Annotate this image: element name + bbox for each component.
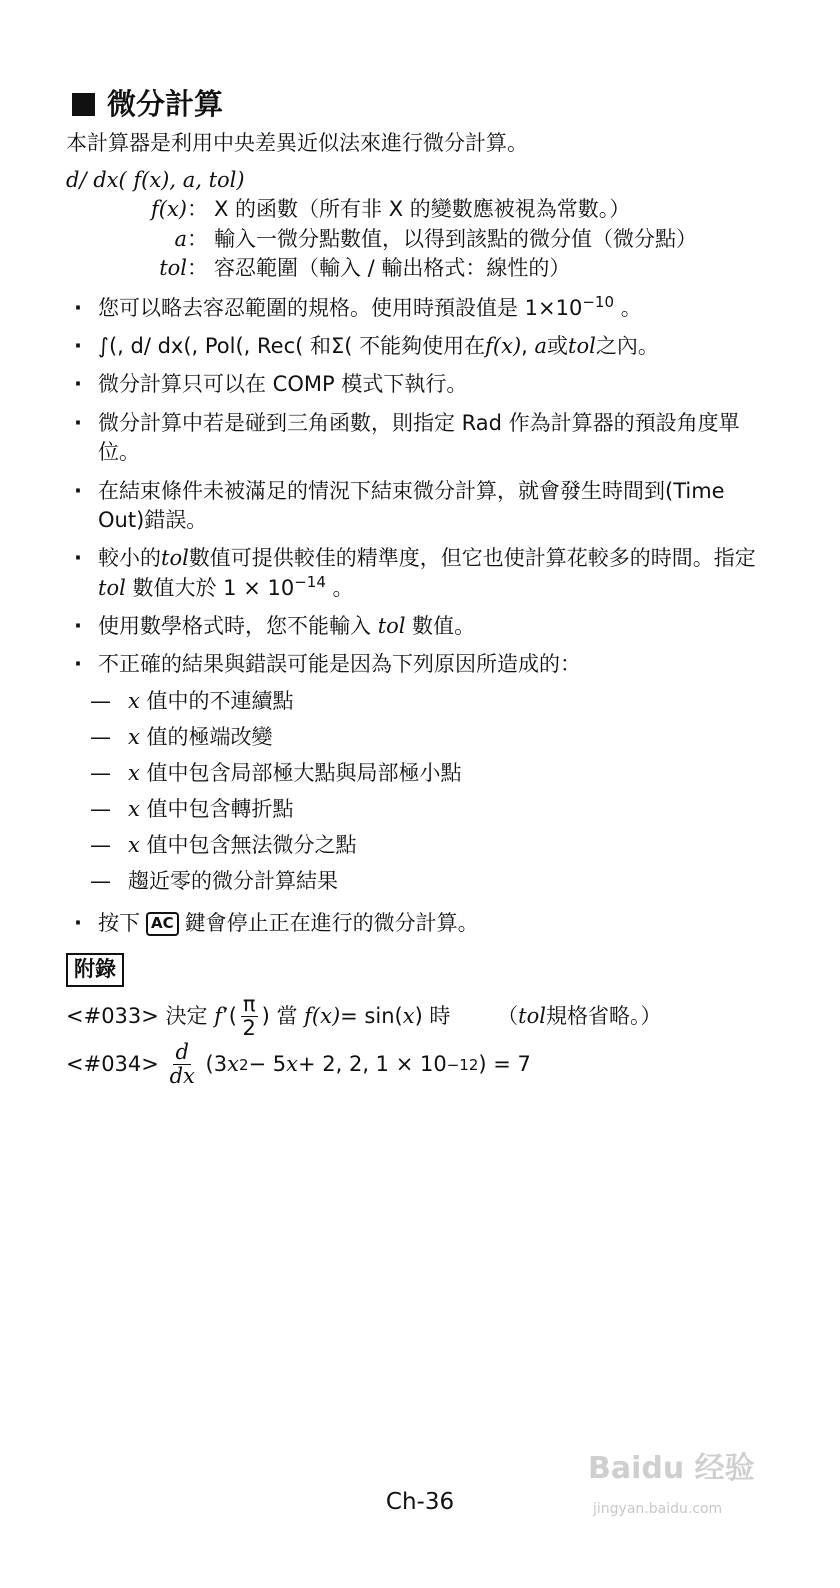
param-fx — [66, 195, 772, 224]
page-number: Ch-36 — [385, 1489, 455, 1515]
param-description: 容忍範圍（輸入 / 輸出格式：線性的） — [214, 256, 571, 281]
syntax-arguments: f(x), a, tol) — [126, 167, 245, 192]
ac-key-icon: AC — [146, 912, 179, 936]
param-key: a — [174, 226, 187, 251]
param-description: X 的函數（所有非 X 的變數應被視為常數。） — [214, 197, 631, 222]
parameter-list — [66, 195, 772, 283]
example-034: <#034> $\frac{d}{dx}$ (3 x 2 − 5 x + 2, 2, 1 × 10 −12 ) = 7 — [66, 1040, 531, 1089]
param-separator: ： — [187, 197, 208, 222]
param-separator: ： — [187, 226, 208, 251]
note-error-causes: · 不正確的結果與錯誤可能是因為下列原因所造成的： — x 值中的不連續點 — x 值的極端改變 — x 值中包含局部極大點與局部極小點 — x 值中包含轉折點 — x 值中包含無法微分之點 — 趨近零的微分計算結果 — [66, 650, 772, 899]
notes-list — [66, 294, 772, 939]
cause-item: — x 值中的不連續點 — [90, 689, 294, 714]
square-bullet-icon — [72, 93, 95, 116]
cause-list — [90, 684, 772, 900]
cause-item: — x 值中包含無法微分之點 — [90, 833, 357, 858]
cause-item: — x 值中包含局部極大點與局部極小點 — [90, 761, 462, 786]
param-a — [66, 225, 772, 254]
baidu-watermark: Baidu 经验 — [588, 1451, 755, 1486]
note-tolerance-precision: · 較小的tol數值可提供較佳的精準度，但它也使計算花較多的時間。指定 tol 數值大於 $1 \times 10^{-14}$ 。 — [66, 544, 772, 603]
note-ac-key: · 按下 AC 鍵會停止正在進行的微分計算。 — [66, 909, 772, 938]
note-nesting-restriction: · ∫(, d/ dx(, Pol(, Rec( 和Σ( 不能夠使用在f(x), a或tol之內。 — [66, 332, 772, 361]
note-time-out: · 在結束條件未被滿足的情況下結束微分計算，就會發生時間到(Time Out)錯誤。 — [66, 477, 772, 536]
syntax-line — [66, 166, 772, 195]
param-key: tol — [159, 256, 187, 281]
section-title: 微分計算 — [107, 87, 224, 121]
note-default-tolerance: · 您可以略去容忍範圍的規格。使用時預設值是 $1\times 10^{-10}$ 。 — [66, 294, 772, 323]
cause-item: — x 值的極端改變 — [90, 725, 273, 750]
syntax-function: d/ dx( — [66, 167, 127, 192]
pi-over-two-fraction: $\frac{\pi}{2}$ — [242, 992, 256, 1041]
param-separator: ： — [187, 256, 208, 281]
baidu-watermark-url: jingyan.baidu.com — [593, 1501, 723, 1517]
note-math-format: · 使用數學格式時，您不能輸入 tol 數值。 — [66, 612, 772, 641]
note-rad-unit: · 微分計算中若是碰到三角函數，則指定 Rad 作為計算器的預設角度單位。 — [66, 409, 772, 468]
section-heading — [66, 84, 772, 125]
cause-item: — 趨近零的微分計算結果 — [90, 869, 338, 894]
appendix-label: 附錄 — [66, 953, 124, 986]
example-033: <#033> 決定 f ’( $\frac{\pi}{2}$ ) 當 f(x) = sin( x ) 時 （ tol 規格省略。） — [66, 992, 662, 1041]
note-comp-mode: · 微分計算只可以在 COMP 模式下執行。 — [66, 370, 772, 399]
page-content — [66, 84, 772, 1089]
intro-text: 本計算器是利用中央差異近似法來進行微分計算。 — [66, 130, 528, 155]
param-description: 輸入一微分點數值，以得到該點的微分值（微分點） — [214, 226, 697, 251]
param-key: f(x) — [150, 197, 187, 222]
d-dx-fraction: $\frac{d}{dx}$ — [169, 1040, 195, 1089]
param-tol — [66, 254, 772, 283]
cause-item: — x 值中包含轉折點 — [90, 797, 294, 822]
